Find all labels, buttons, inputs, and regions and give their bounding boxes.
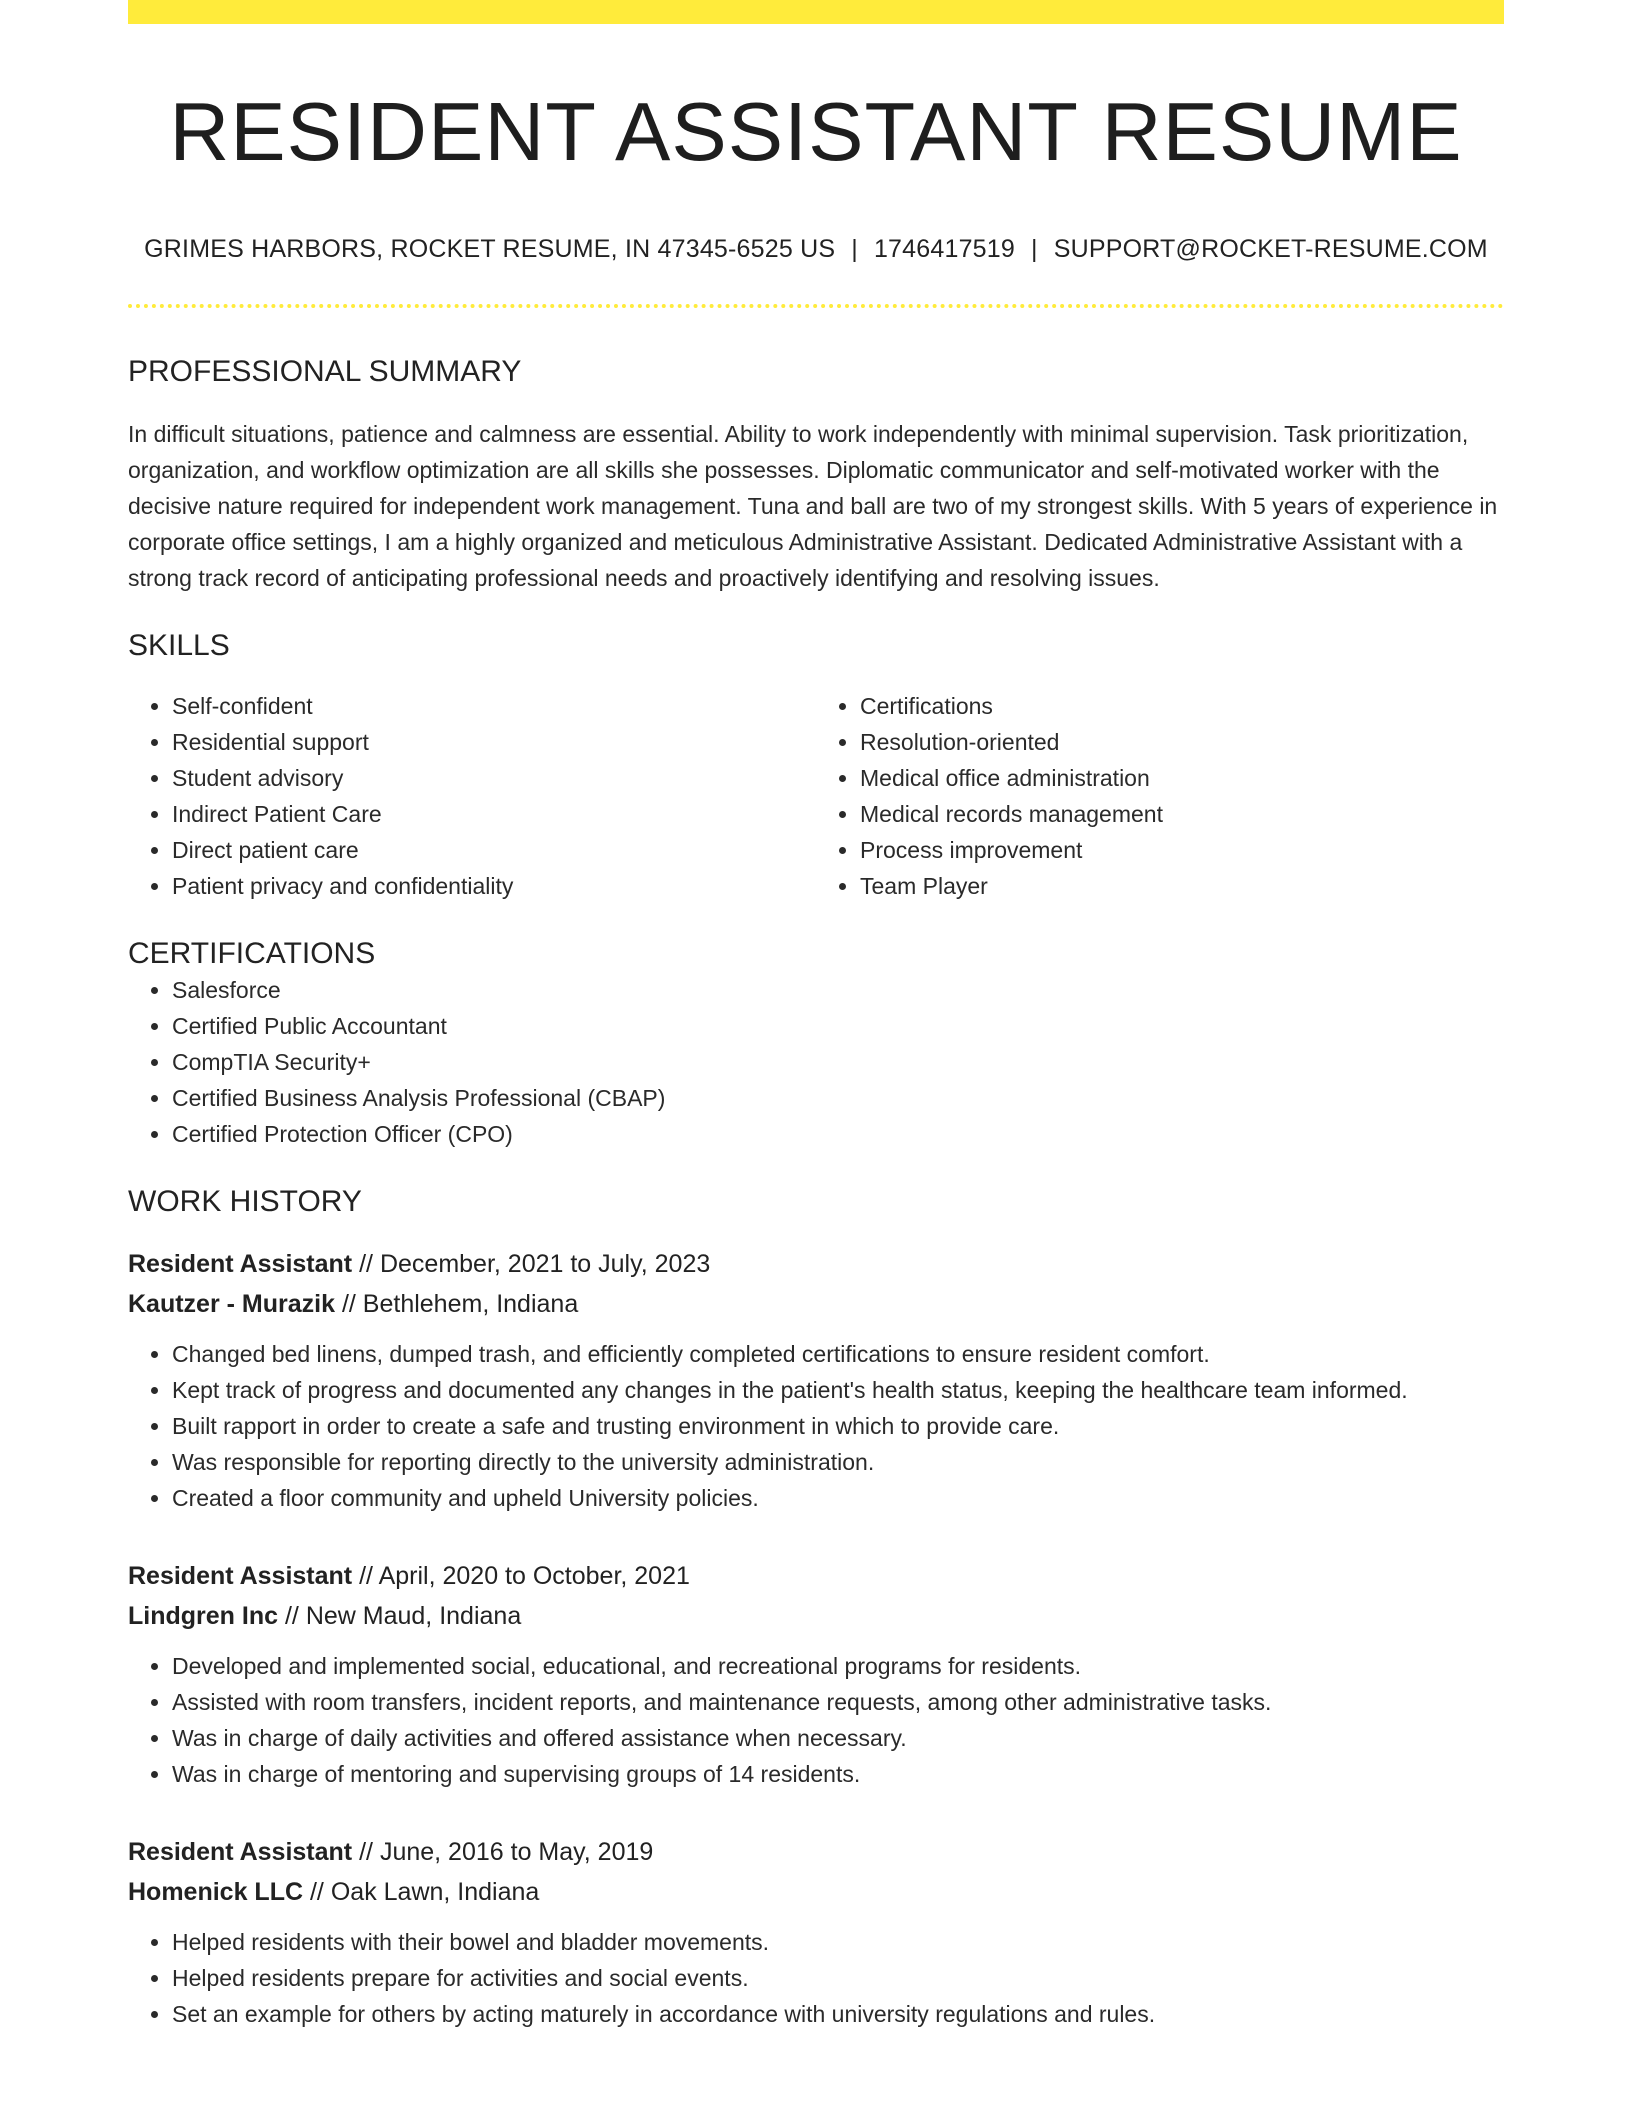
job-location: Bethlehem, Indiana [362,1289,579,1318]
skill-item: • Indirect Patient Care [172,796,816,832]
job-separator: // [284,1601,299,1630]
job-bullet: • Created a floor community and upheld University policies. [172,1480,1504,1516]
job-entry [128,1556,1504,1792]
skill-item: • Medical records management [860,796,1504,832]
job-dates: June, 2016 to May, 2019 [379,1837,654,1866]
job-bullet: • Assisted with room transfers, incident reports, and maintenance requests, among other administrative tasks. [172,1684,1504,1720]
job-separator: // [359,1249,373,1278]
certification-item: • Salesforce [172,972,1504,1008]
contact-separator: | [851,234,858,263]
skills-list-right [816,688,1504,904]
certification-item: • Certified Protection Officer (CPO) [172,1116,1504,1152]
job-entry [128,1244,1504,1516]
skills-grid [128,688,1504,904]
job-bullet: • Was in charge of mentoring and supervising groups of 14 residents. [172,1756,1504,1792]
skill-item: • Direct patient care [172,832,816,868]
contact-email: SUPPORT@ROCKET-RESUME.COM [1053,234,1488,263]
job-bullet: • Set an example for others by acting maturely in accordance with university regulations and rules. [172,1996,1504,2032]
skill-item: • Team Player [860,868,1504,904]
job-company-line [128,1872,1504,1912]
job-company: Homenick LLC [128,1877,304,1906]
job-separator: // [309,1877,324,1906]
job-bullets [128,1336,1504,1516]
job-title-line [128,1832,1504,1872]
job-location: Oak Lawn, Indiana [330,1877,540,1906]
job-title-line [128,1556,1504,1596]
summary-heading: PROFESSIONAL SUMMARY [128,354,522,388]
skill-item: • Resolution-oriented [860,724,1504,760]
accent-top-bar [128,0,1504,24]
job-separator: // [359,1561,373,1590]
certification-item: • CompTIA Security+ [172,1044,1504,1080]
skill-item: • Process improvement [860,832,1504,868]
job-bullet: • Built rapport in order to create a safe and trusting environment in which to provide care. [172,1408,1504,1444]
job-entry [128,1832,1504,2032]
job-title: Resident Assistant [128,1561,353,1590]
job-title-line [128,1244,1504,1284]
job-bullet: • Was responsible for reporting directly to the university administration. [172,1444,1504,1480]
contact-line [128,234,1504,264]
skill-item: • Certifications [860,688,1504,724]
job-separator: // [359,1837,373,1866]
certification-item: • Certified Public Accountant [172,1008,1504,1044]
contact-address: GRIMES HARBORS, ROCKET RESUME, IN 47345-6525 US [144,234,836,263]
job-company-line [128,1284,1504,1324]
job-bullet: • Changed bed linens, dumped trash, and efficiently completed certifications to ensure resident comfort. [172,1336,1504,1372]
certifications-list [128,972,1504,1152]
skill-item: • Patient privacy and confidentiality [172,868,816,904]
certification-item: • Certified Business Analysis Professional (CBAP) [172,1080,1504,1116]
job-separator: // [341,1289,356,1318]
resume-title: RESIDENT ASSISTANT RESUME [169,85,1463,178]
skill-item: • Residential support [172,724,816,760]
skills-list-left [128,688,816,904]
job-bullets [128,1648,1504,1792]
job-bullet: • Helped residents prepare for activities and social events. [172,1960,1504,1996]
work-history-heading: WORK HISTORY [128,1184,362,1218]
job-title: Resident Assistant [128,1249,353,1278]
job-bullets [128,1924,1504,2032]
job-company: Lindgren Inc [128,1601,278,1630]
summary-text: In difficult situations, patience and calmness are essential. Ability to work independently with minimal supervision. Task prioritization, organization, and workflow optimization are all skills she possesses. Diplomatic communicator and self-motivated worker with the decisive nature required for independent work management. Tuna and ball are two of my strongest skills. With 5 years of experience in corporate office settings, I am a highly organized and meticulous Administrative Assistant. Dedicated Administrative Assistant with a strong track record of anticipating professional needs and proactively identifying and resolving issues. [128,420,1498,591]
job-location: New Maud, Indiana [305,1601,522,1630]
skill-item: • Medical office administration [860,760,1504,796]
skill-item: • Student advisory [172,760,816,796]
job-dates: December, 2021 to July, 2023 [379,1249,711,1278]
job-bullet: • Was in charge of daily activities and offered assistance when necessary. [172,1720,1504,1756]
job-bullet: • Helped residents with their bowel and bladder movements. [172,1924,1504,1960]
skills-heading: SKILLS [128,628,230,662]
job-title: Resident Assistant [128,1837,353,1866]
job-bullet: • Kept track of progress and documented any changes in the patient's health status, keeping the healthcare team informed. [172,1372,1504,1408]
dotted-divider [128,304,1504,308]
skill-item: • Self-confident [172,688,816,724]
certifications-heading: CERTIFICATIONS [128,936,376,970]
job-bullet: • Developed and implemented social, educational, and recreational programs for residents. [172,1648,1504,1684]
resume-page [128,0,1504,2032]
contact-phone: 1746417519 [873,234,1015,263]
contact-separator: | [1031,234,1038,263]
job-company-line [128,1596,1504,1636]
job-dates: April, 2020 to October, 2021 [378,1561,690,1590]
job-company: Kautzer - Murazik [128,1289,335,1318]
